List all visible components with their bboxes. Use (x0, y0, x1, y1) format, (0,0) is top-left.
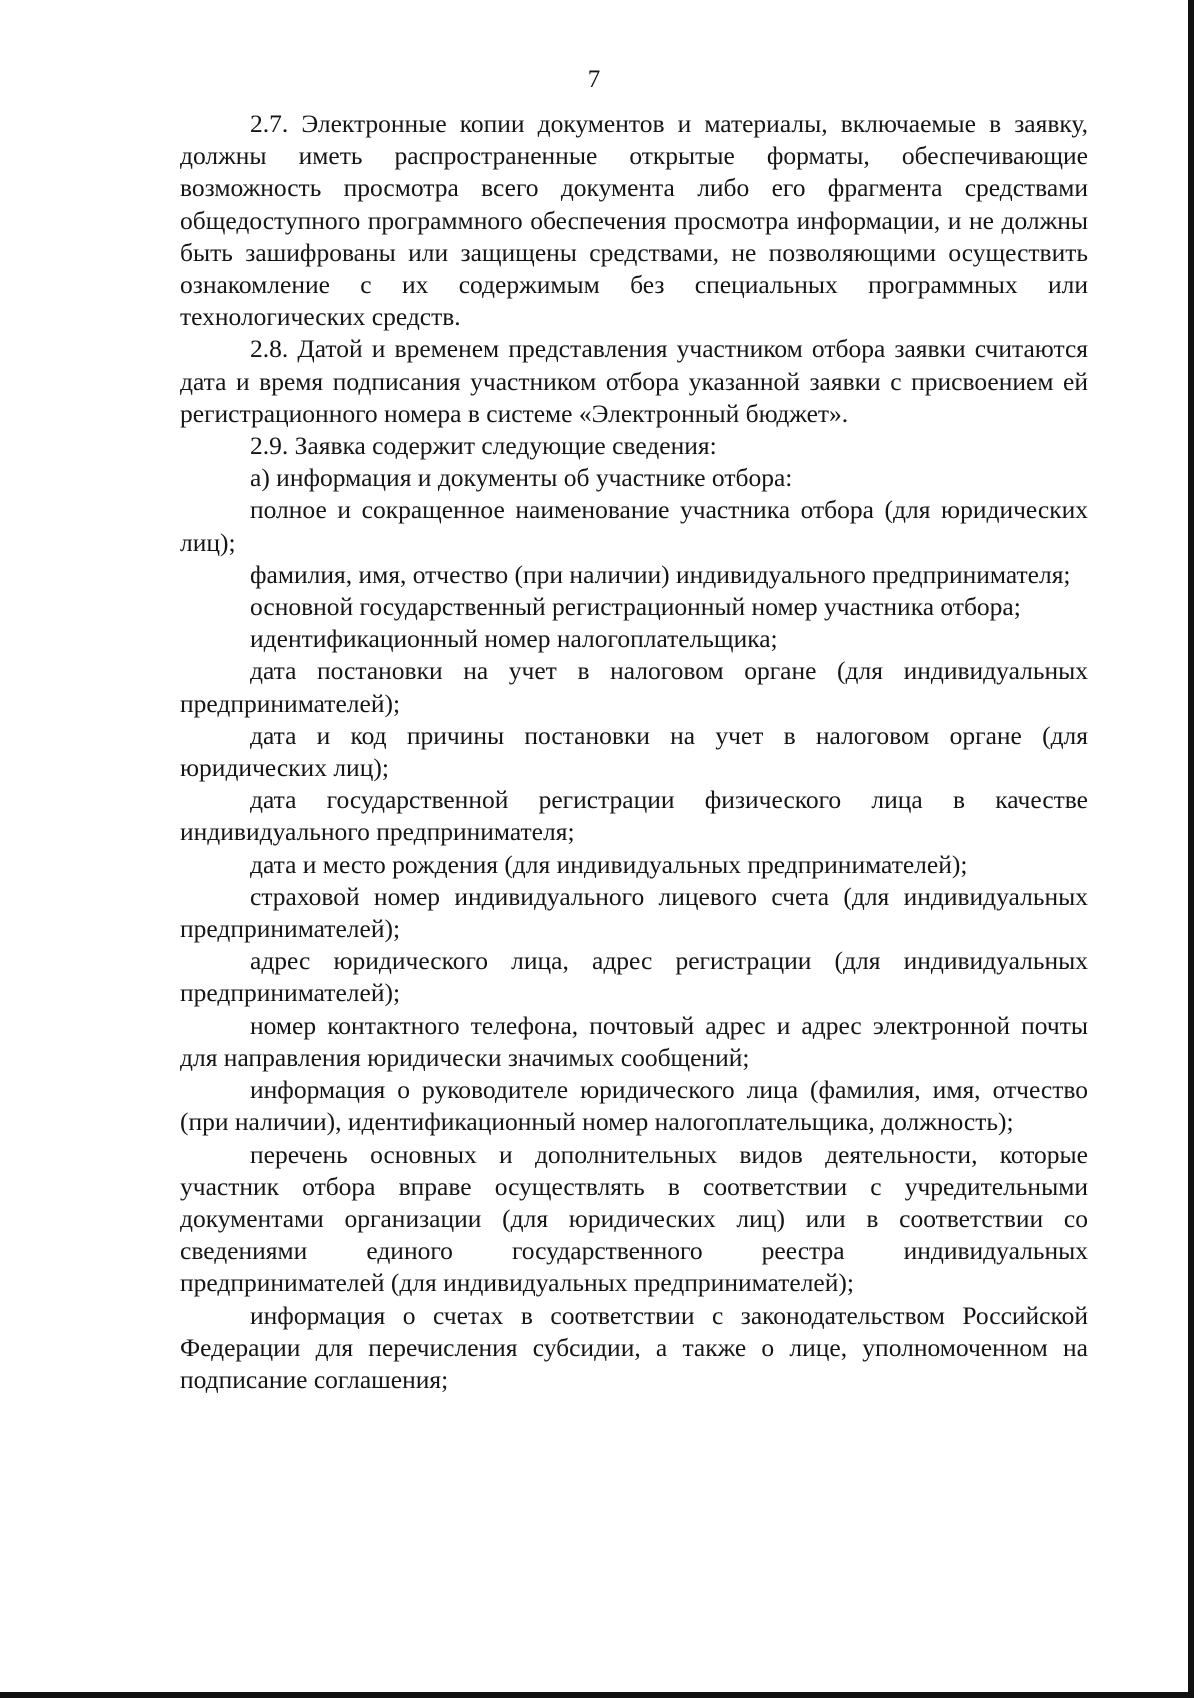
list-item-address: адрес юридического лица, адрес регистрации (для индивидуальных предпринимателей); (180, 946, 1088, 1008)
paragraph-2-8-submission-date: 2.8. Датой и временем представления участником отбора заявки считаются дата и время подписания участником отбора указанной заявки с присвоением ей регистрационного номера в системе «Электронный бюджет». (180, 334, 1088, 428)
list-item-manager-info: информация о руководителе юридического лица (фамилия, имя, отчество (при наличии), идентификационный номер налогоплательщика, должность); (180, 1075, 1088, 1137)
list-item-kpp: дата и код причины постановки на учет в налоговом органе (для юридических лиц); (180, 720, 1088, 783)
list-item-ogrn: основной государственный регистрационный номер участника отбора; (250, 592, 1021, 622)
paragraph-item-a-participant-info: а) информация и документы об участнике отбора: (250, 463, 793, 493)
list-item-birth-date-place: дата и место рождения (для индивидуальных предпринимателей); (250, 849, 968, 879)
paragraph-2-7-electronic-copies: 2.7. Электронные копии документов и материалы, включаемые в заявку, должны иметь распространенные открытые форматы, обеспечивающие возможность просмотра всего документа либо его фрагмента средствами общедоступного программного обеспечения просмотра информации, и не должны быть зашифрованы или защищены средствами, не позволяющими осуществить ознакомление с их содержимым без специальных программных или технологических средств. (180, 109, 1088, 332)
list-item-full-name: полное и сокращенное наименование участника отбора (для юридических лиц); (180, 495, 1088, 557)
document-body (180, 108, 1088, 1396)
paragraph-2-9-application-contents: 2.9. Заявка содержит следующие сведения: (250, 431, 717, 461)
list-item-snils: страховой номер индивидуального лицевого счета (для индивидуальных предпринимателей); (180, 881, 1088, 944)
list-item-tax-registration-date: дата постановки на учет в налоговом органе (для индивидуальных предпринимателей); (180, 656, 1088, 718)
page-number: 7 (587, 66, 601, 93)
list-item-inn: идентификационный номер налогоплательщика; (250, 624, 778, 654)
list-item-bank-accounts: информация о счетах в соответствии с законодательством Российской Федерации для перечисления субсидии, а также о лице, уполномоченном на подписание соглашения; (180, 1300, 1088, 1394)
list-item-contacts: номер контактного телефона, почтовый адрес и адрес электронной почты для направления юридически значимых сообщений; (180, 1010, 1088, 1072)
list-item-person-name: фамилия, имя, отчество (при наличии) индивидуального предпринимателя; (250, 559, 1071, 589)
list-item-activity-types: перечень основных и дополнительных видов деятельности, которые участник отбора вправе осуществлять в соответствии с учредительными документами организации (для юридических лиц) или в соответствии со сведениями единого государственного реестра индивидуальных предпринимателей (для индивидуальных предпринимателей); (180, 1139, 1088, 1298)
list-item-ip-registration-date: дата государственной регистрации физического лица в качестве индивидуального предпринимателя; (180, 785, 1088, 847)
